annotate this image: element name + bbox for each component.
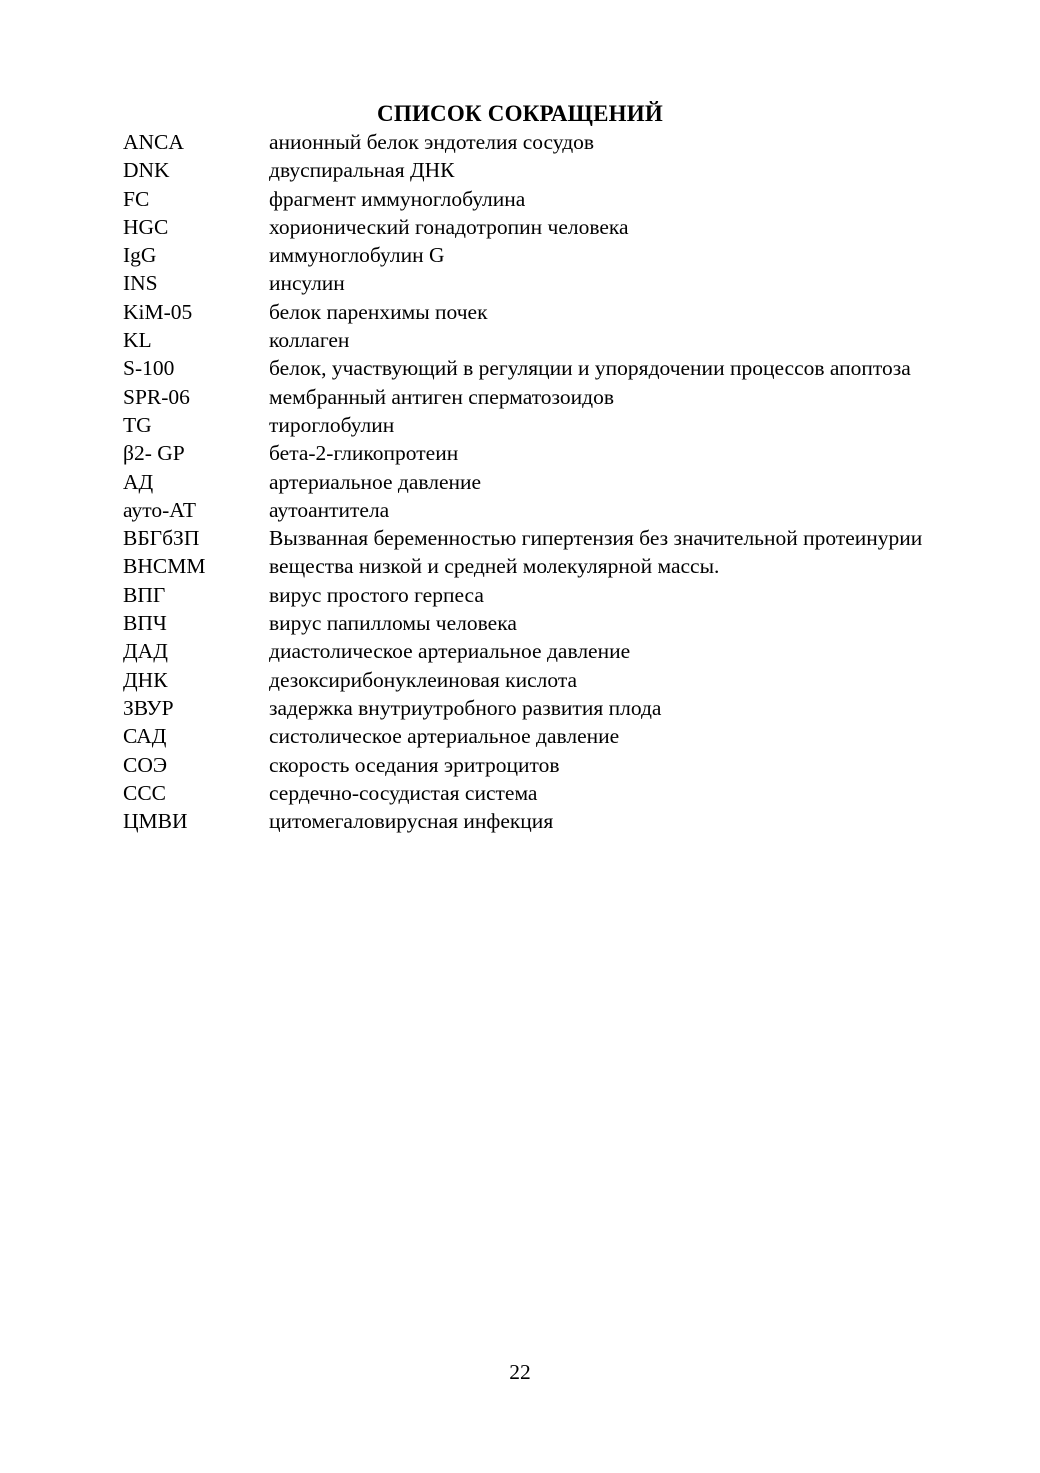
abbreviation-term: ВБГбЗП [123,526,200,551]
abbreviation-definition: задержка внутриутробного развития плода [269,695,662,720]
abbreviation-definition: сердечно-сосудистая система [269,780,538,805]
abbreviation-term: ANCA [123,130,184,154]
abbreviation-row [123,751,923,779]
abbreviation-term: ВПЧ [123,611,167,636]
abbreviation-term: S-100 [123,356,175,381]
abbreviation-term: IgG [123,243,157,268]
abbreviation-definition: Вызванная беременностью гипертензия без значительной протеинурии [269,526,923,551]
abbreviation-row [123,354,923,382]
abbreviation-definition: тироглобулин [269,412,395,437]
abbreviation-term: ВПГ [123,582,166,607]
abbreviation-row [123,552,923,580]
abbreviation-row [123,411,923,439]
abbreviation-definition: белок, участвующий в регуляции и упорядочении процессов апоптоза [269,356,911,381]
abbreviation-row [123,185,923,213]
abbreviation-definition: вещества низкой и средней молекулярной массы. [269,554,720,579]
abbreviation-definition: иммуноглобулин G [269,243,445,268]
abbreviation-term: HGC [123,214,169,239]
abbreviation-row [123,496,923,524]
abbreviation-row [123,383,923,411]
abbreviation-row [123,298,923,326]
page-title: СПИСОК СОКРАЩЕНИЙ [377,101,663,126]
abbreviation-definition: коллаген [269,328,350,353]
abbreviation-definition: скорость оседания эритроцитов [269,752,560,777]
abbreviation-term: FC [123,186,150,211]
abbreviation-row [123,326,923,354]
abbreviation-definition: дезоксирибонуклеиновая кислота [269,667,578,692]
abbreviation-term: ДАД [123,639,168,664]
abbreviation-definition: мембранный антиген сперматозоидов [269,384,615,409]
abbreviation-term: ЗВУР [123,695,174,720]
abbreviation-row [123,581,923,609]
abbreviation-definition: хорионический гонадотропин человека [269,214,629,239]
abbreviation-term: СОЭ [123,752,168,777]
abbreviation-row [123,269,923,297]
abbreviation-row [123,524,923,552]
abbreviation-row [123,156,923,184]
abbreviation-term: ВНСММ [123,554,206,579]
abbreviation-definition: вирус простого герпеса [269,582,484,607]
abbreviation-term: SPR-06 [123,384,190,409]
abbreviation-row [123,637,923,665]
abbreviation-definition: аутоантитела [269,497,390,522]
abbreviation-term: ДНК [123,667,168,692]
abbreviation-definition: двуспиральная ДНК [269,158,455,183]
abbreviation-term: TG [123,412,152,437]
page-number: 22 [509,1360,531,1384]
abbreviation-term: ауто-АТ [123,497,196,522]
abbreviation-term: KL [123,328,152,353]
abbreviation-term: ЦМВИ [123,809,188,834]
abbreviation-term: САД [123,724,167,749]
abbreviation-definition: белок паренхимы почек [269,299,488,324]
abbreviation-term: β2- GP [123,441,185,466]
abbreviation-row [123,807,923,835]
abbreviation-row [123,468,923,496]
abbreviation-term: АД [123,469,154,494]
abbreviation-definition: инсулин [269,271,345,296]
abbreviation-term: ССС [123,780,167,805]
abbreviation-row [123,241,923,269]
abbreviation-term: INS [123,271,158,296]
abbreviation-row [123,609,923,637]
abbreviation-definition: вирус папилломы человека [269,611,517,636]
abbreviation-row [123,666,923,694]
abbreviation-definition: диастолическое артериальное давление [269,639,631,664]
abbreviation-row [123,128,923,156]
abbreviation-row [123,213,923,241]
abbreviation-term: KiM-05 [123,299,193,324]
abbreviation-row [123,694,923,722]
abbreviation-definition: артериальное давление [269,469,482,494]
abbreviation-term: DNK [123,158,170,183]
abbreviation-definition: цитомегаловирусная инфекция [269,809,554,834]
abbreviation-definition: анионный белок эндотелия сосудов [269,130,595,154]
abbreviation-row [123,439,923,467]
abbreviation-definition: фрагмент иммуноглобулина [269,186,526,211]
abbreviation-definition: бета-2-гликопротеин [269,441,459,466]
abbreviation-row [123,779,923,807]
abbreviation-definition: систолическое артериальное давление [269,724,620,749]
abbreviation-list [123,128,923,835]
abbreviation-row [123,722,923,750]
